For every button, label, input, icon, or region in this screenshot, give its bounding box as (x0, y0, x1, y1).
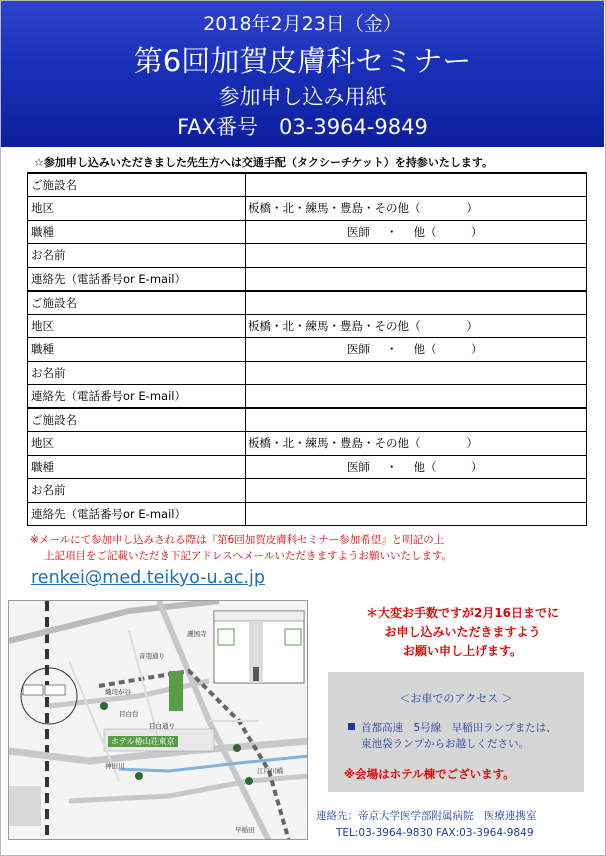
contact-field[interactable] (246, 385, 587, 409)
job-other: 他（ ） (413, 459, 483, 474)
name-label: お名前 (28, 479, 246, 503)
registration-table (27, 172, 587, 526)
job-field[interactable] (246, 455, 587, 479)
map-label: 目白台 (119, 710, 139, 718)
form-title: 参加申し込み用紙 (218, 85, 387, 109)
table-row (28, 220, 587, 244)
table-row (28, 361, 587, 385)
table-row (28, 432, 587, 456)
header-banner (1, 1, 604, 147)
district-field[interactable]: 板橋・北・練馬・豊島・その他（ ） (246, 314, 587, 338)
job-label: 職種 (28, 455, 246, 479)
map-label: 音羽通り (139, 652, 165, 660)
district-label: 地区 (28, 314, 246, 338)
job-other: 他（ ） (413, 342, 483, 357)
district-field[interactable]: 板橋・北・練馬・豊島・その他（ ） (246, 432, 587, 456)
contact-line2: TEL:03-3964-9830 FAX:03-3964-9849 (336, 827, 534, 839)
job-label: 職種 (28, 220, 246, 244)
name-label: お名前 (28, 244, 246, 268)
contact-field[interactable] (246, 502, 587, 526)
table-row (28, 291, 587, 315)
facility-field[interactable] (246, 173, 587, 197)
table-row (28, 502, 587, 526)
job-separator: ・ (386, 342, 398, 357)
fax-number: FAX番号 03-3964-9849 (177, 115, 428, 139)
contact-label: 連絡先（電話番号or E-mail） (28, 267, 246, 291)
job-separator: ・ (386, 224, 398, 239)
contact-info (316, 808, 537, 842)
table-row (28, 314, 587, 338)
job-doctor: 医師 (347, 224, 370, 239)
venue-note: ※会場はホテル棟でございます。 (344, 767, 515, 781)
name-field[interactable] (246, 361, 587, 385)
district-field[interactable]: 板橋・北・練馬・豊島・その他（ ） (246, 197, 587, 221)
job-field[interactable] (246, 338, 587, 362)
car-access-route (348, 720, 557, 752)
seminar-title: 第6回加賀皮膚科セミナー (133, 44, 472, 78)
facility-field[interactable] (246, 291, 587, 315)
caution-line1: ＊大変お手数ですが2月16日までに (365, 606, 560, 620)
event-date: 2018年2月23日（金） (203, 13, 402, 35)
caution-line3: お願い申し上げます。 (402, 644, 523, 658)
square-bullet-icon (348, 723, 355, 730)
map-label: 護国寺 (187, 630, 207, 638)
job-separator: ・ (386, 459, 398, 474)
contact-line1: 連絡先：帝京大学医学部附属病院 医療連携室 (316, 810, 537, 822)
caution-line2: お申し込みいただきますよう (384, 625, 541, 639)
table-row (28, 479, 587, 503)
table-row (28, 338, 587, 362)
email-instruction-line1: ※メールにて参加申し込みされる際は『第6回加賀皮膚科セミナー参加希望』と明記の上 (30, 534, 445, 546)
table-row (28, 267, 587, 291)
car-access-title: ＜お車でのアクセス ＞ (399, 692, 513, 705)
contact-label: 連絡先（電話番号or E-mail） (28, 385, 246, 409)
job-field[interactable] (246, 220, 587, 244)
map-label: 目白通り (149, 722, 175, 730)
map-hotel-label: ホテル椿山荘東京 (108, 736, 178, 747)
transport-notice: ☆参加申し込みいただきました先生方へは交通手配（タクシーチケット）を持参いたします。 (34, 156, 493, 169)
route-line2: 東池袋ランプからお越しください。 (361, 738, 529, 750)
map-label: 神田川 (105, 762, 125, 770)
access-map (8, 600, 308, 840)
table-row (28, 408, 587, 432)
car-access-box (328, 672, 584, 792)
facility-label: ご施設名 (28, 291, 246, 315)
table-row (28, 197, 587, 221)
job-label: 職種 (28, 338, 246, 362)
map-label: 織司が谷 (105, 688, 131, 696)
route-line1: 首都高速 5号線 早稲田ランプまたは、 (361, 722, 557, 734)
name-label: お名前 (28, 361, 246, 385)
facility-label: ご施設名 (28, 408, 246, 432)
facility-field[interactable] (246, 408, 587, 432)
email-link[interactable]: renkei@med.teikyo-u.ac.jp (31, 568, 266, 588)
job-doctor: 医師 (347, 459, 370, 474)
contact-field[interactable] (246, 267, 587, 291)
contact-label: 連絡先（電話番号or E-mail） (28, 502, 246, 526)
job-doctor: 医師 (347, 342, 370, 357)
table-row (28, 244, 587, 268)
name-field[interactable] (246, 479, 587, 503)
facility-label: ご施設名 (28, 173, 246, 197)
job-other: 他（ ） (413, 224, 483, 239)
email-instruction-line2: 上記項目をご記載いただき下記アドレスへメールいただきますようお願いいたします。 (44, 550, 453, 562)
email-instruction (30, 532, 452, 564)
table-row (28, 385, 587, 409)
map-label: 江戸川橋 (257, 767, 283, 775)
table-row (28, 455, 587, 479)
map-label: 早稲田 (235, 826, 255, 834)
name-field[interactable] (246, 244, 587, 268)
table-row (28, 173, 587, 197)
deadline-caution (320, 604, 605, 661)
district-label: 地区 (28, 197, 246, 221)
district-label: 地区 (28, 432, 246, 456)
